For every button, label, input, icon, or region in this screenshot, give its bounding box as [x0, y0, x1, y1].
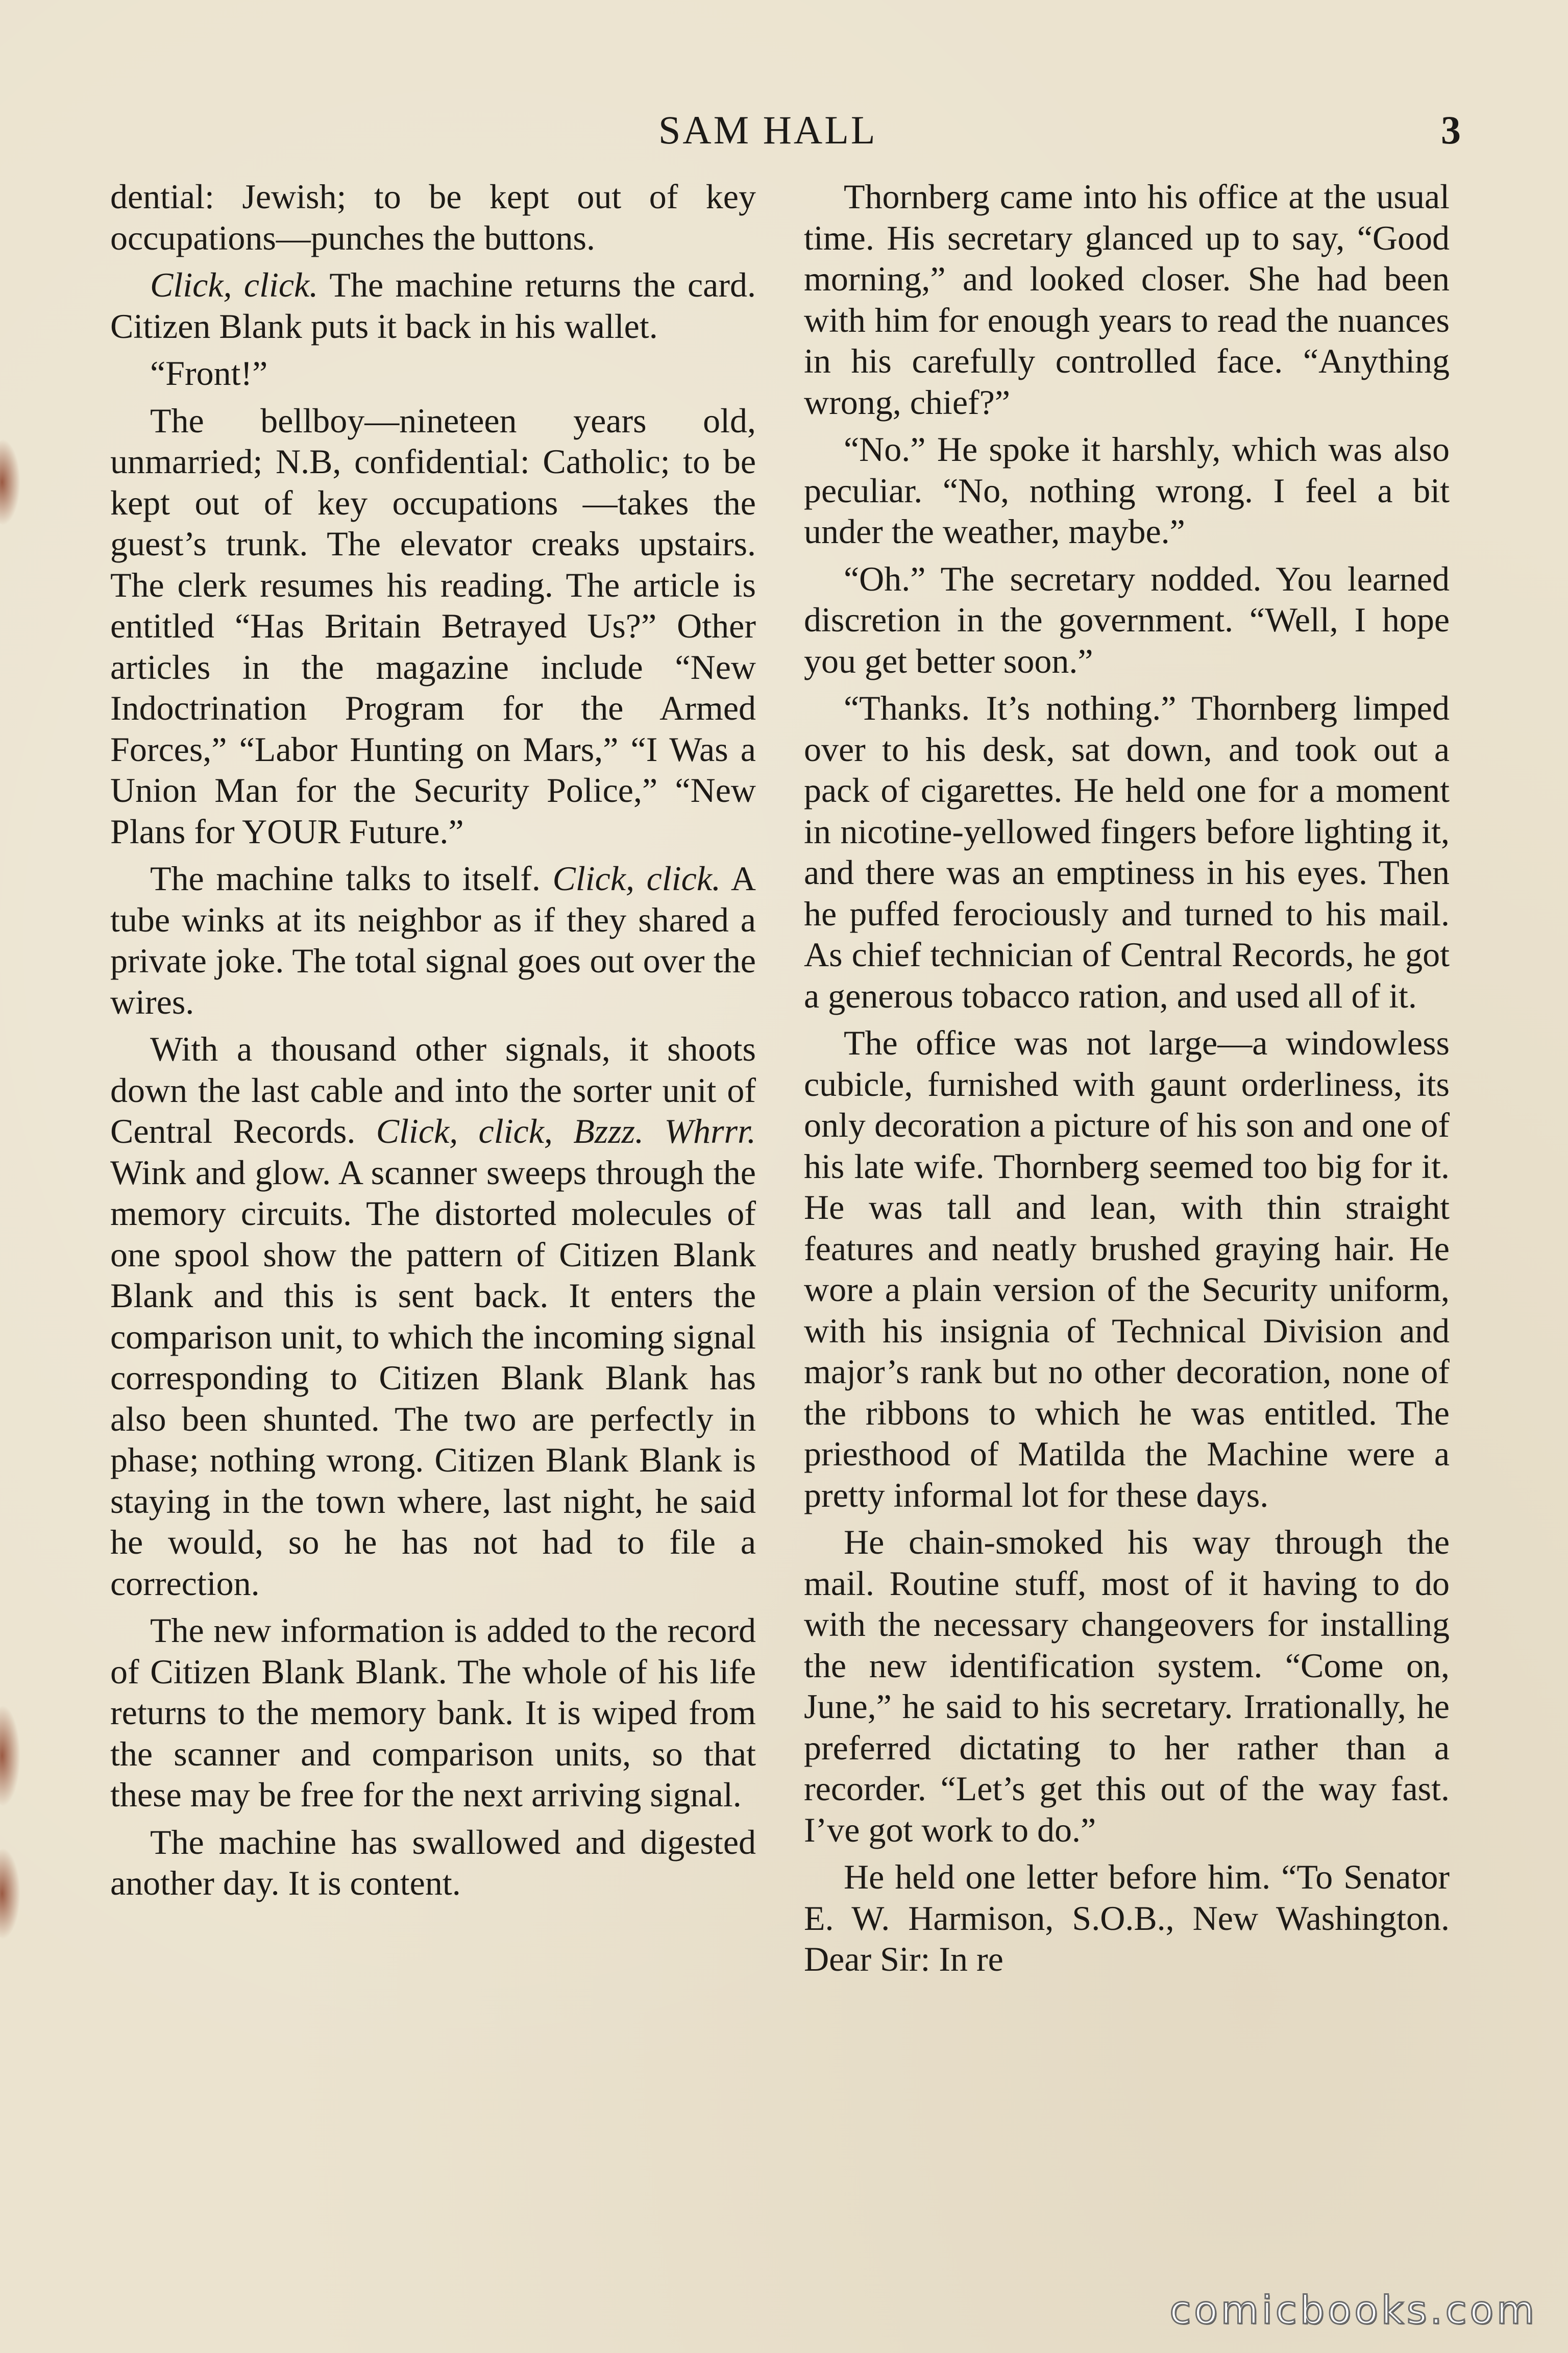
paragraph: dential: Jewish; to be kept out of key occupations—punches the buttons.: [110, 177, 756, 257]
italic-text: Click, click.: [552, 859, 721, 898]
page-edge-stain: [0, 439, 20, 526]
left-text-column: [110, 176, 756, 1910]
paragraph: He chain-smoked his way through the mail. Routine stuff, most of it having to do with the necessary changeovers for installing the new identification system. “Come on, June,” he said to his secretary. Irrationally, he preferred dictating to her rather than a recorder. “Let’s get this out of the way fast. I’ve got work to do.”: [804, 1523, 1450, 1849]
paragraph: “Front!”: [150, 354, 268, 393]
paragraph: [110, 858, 756, 1022]
paragraph: “No.” He spoke it harshly, which was also peculiar. “No, nothing wrong. I feel a bit under the weather, maybe.”: [804, 430, 1450, 551]
page-edge-stain: [0, 1848, 20, 1940]
paragraph: The bellboy—nineteen years old, unmarried; N.B, confidential: Catholic; to be kept out of key occupations —takes the guest’s trunk. The elevator creaks upstairs. The clerk resumes his reading. The article is entitled “Has Britain Betrayed Us?” Other articles in the magazine include “New Indoctrination Program for the Armed Forces,” “Labor Hunting on Mars,” “I Was a Union Man for the Security Police,” “New Plans for YOUR Future.”: [110, 401, 756, 851]
paragraph: [110, 1028, 756, 1604]
paragraph-text: The machine talks to itself.: [150, 859, 553, 898]
paragraph: The new information is added to the record of Citizen Blank Blank. The whole of his life returns to the memory bank. It is wiped from the scanner and comparison units, so that these may be free for the next arriving signal.: [110, 1611, 756, 1814]
paragraph: “Oh.” The secretary nodded. You learned discretion in the government. “Well, I hope you get better soon.”: [804, 559, 1450, 680]
paragraph-text: With a thousand other signals, it shoots down the last cable and into the sorter unit of Central Records.: [110, 1030, 756, 1150]
right-text-column: [804, 176, 1450, 1986]
paragraph-text: The machine returns the card. Citizen Blank puts it back in his wallet.: [110, 265, 756, 346]
page-edge-stain: [0, 1705, 20, 1807]
paragraph: The office was not large—a windowless cubicle, furnished with gaunt orderliness, its only decoration a picture of his son and one of his late wife. Thornberg seemed too big for it. He was tall and lean, with thin straight features and neatly brushed graying hair. He wore a plain version of the Security uniform, with his insignia of Technical Division and major’s rank but no other decoration, none of the ribbons to which he was entitled. The priesthood of Matilda the Machine were a pretty informal lot for these days.: [804, 1023, 1450, 1514]
page-number: 3: [1441, 108, 1461, 152]
site-watermark: comicbooks.com: [1169, 2287, 1537, 2333]
paragraph-text: Wink and glow. A scanner sweeps through the memory circuits. The distorted molecules of one spool show the pattern of Citizen Blank Blank and this is sent back. It enters the comparison unit, to which the incoming signal corresponding to Citizen Blank Blank has also been shunted. The two are perfectly in phase; nothing wrong. Citizen Blank Blank is staying in the town where, last night, he said he would, so he has not had to file a correction.: [110, 1153, 756, 1603]
paragraph: Thornberg came into his office at the usual time. His secretary glanced up to say, “Good morning,” and looked closer. She had been with him for enough years to read the nuances in his carefully controlled face. “Anything wrong, chief?”: [804, 177, 1450, 422]
page-header: [0, 105, 1568, 156]
paragraph: [110, 264, 756, 347]
paragraph: The machine has swallowed and digested another day. It is content.: [110, 1822, 756, 1902]
italic-text: Click, click, Bzzz. Whrrr.: [376, 1112, 756, 1150]
paragraph: “Thanks. It’s nothing.” Thornberg limped over to his desk, sat down, and took out a pack of cigarettes. He held one for a moment in nicotine-yellowed fingers before lighting it, and there was an emptiness in his eyes. Then he puffed ferociously and turned to his mail. As chief technician of Central Records, he got a generous tobacco ration, and used all of it.: [804, 689, 1450, 1015]
paragraph-text: A tube winks at its neighbor as if they shared a private joke. The total signal goes out over the wires.: [110, 859, 756, 1021]
italic-text: Click, click.: [150, 265, 318, 304]
paragraph: He held one letter before him. “To Senator E. W. Harmison, S.O.B., New Washington. Dear Sir: In re: [804, 1857, 1450, 1978]
running-title: SAM HALL: [658, 108, 877, 152]
